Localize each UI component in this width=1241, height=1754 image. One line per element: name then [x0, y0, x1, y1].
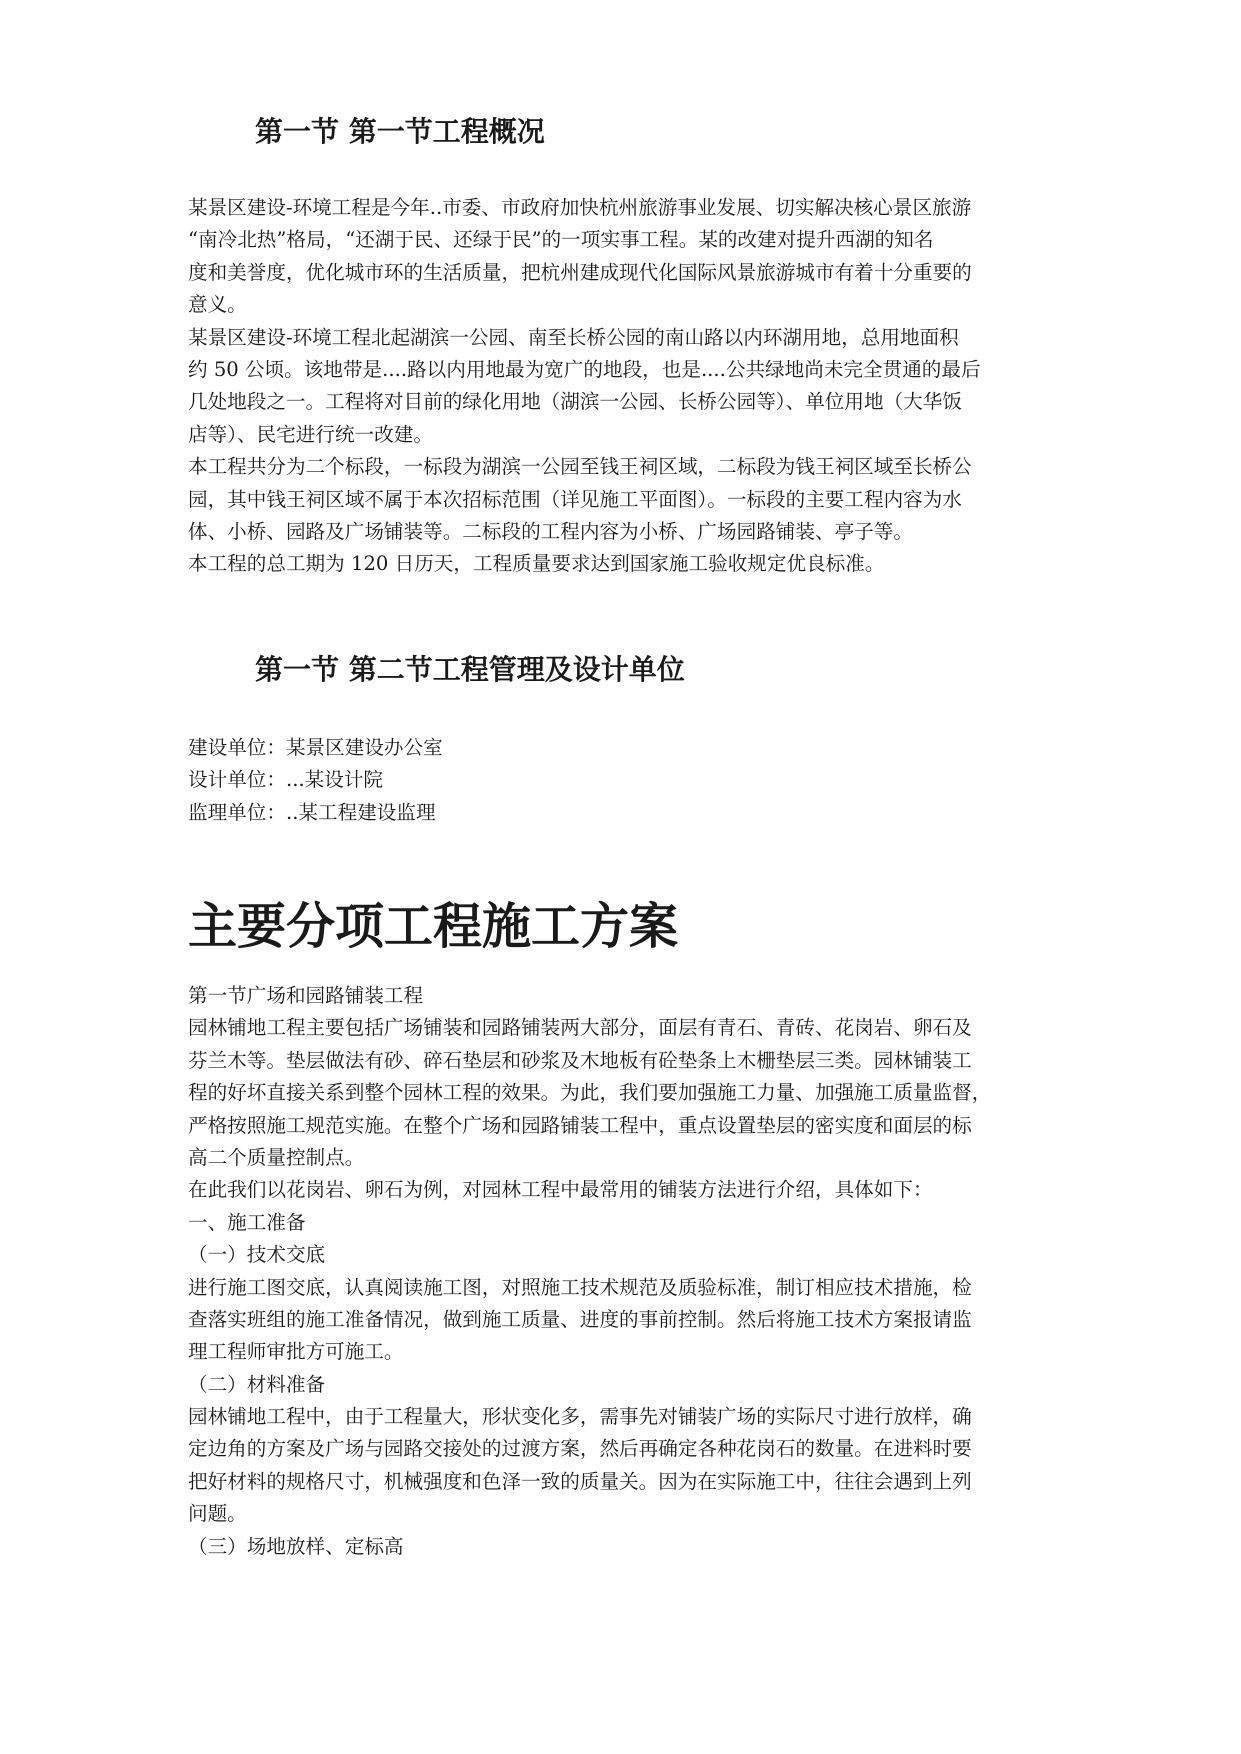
text-line: “南冷北热”格局，“还湖于民、还绿于民”的一项实事工程。某的改建对提升西湖的知名: [188, 228, 934, 252]
text-line: 几处地段之一。工程将对目前的绿化用地（湖滨一公园、长桥公园等）、单位用地（大华饭: [188, 390, 962, 414]
text-line: 本工程共分为二个标段，一标段为湖滨一公园至钱王祠区域，二标段为钱王祠区域至长桥公: [188, 455, 972, 479]
text-line: （一）技术交底: [188, 1243, 326, 1267]
section2-body: [188, 732, 1060, 829]
text-line: 体、小桥、园路及广场铺装等。二标段的工程内容为小桥、广场园路铺装、亭子等。: [188, 519, 913, 543]
text-line: 某景区建设-环境工程是今年..市委、市政府加快杭州旅游事业发展、切实解决核心景区旅游: [188, 196, 972, 219]
text-line: 某景区建设-环境工程北起湖滨一公园、南至长桥公园的南山路以内环湖用地，总用地面积: [188, 325, 959, 349]
text-line: 建设单位：某景区建设办公室: [188, 736, 443, 759]
text-line: 定边角的方案及广场与园路交接处的过渡方案，然后再确定各种花岗石的数量。在进料时要: [188, 1437, 972, 1461]
text-line: 查落实班组的施工准备情况，做到施工质量、进度的事前控制。然后将施工技术方案报请监: [188, 1307, 972, 1331]
text-line: 把好材料的规格尺寸，机械强度和色泽一致的质量关。因为在实际施工中，往往会遇到上列: [188, 1469, 972, 1493]
section1-body: [188, 192, 1060, 581]
chapter-title: 主要分项工程施工方案: [188, 897, 679, 955]
text-line: 在此我们以花岗岩、卵石为例，对园林工程中最常用的铺装方法进行介绍，具体如下：: [188, 1178, 933, 1202]
text-line: 店等）、民宅进行统一改建。: [188, 422, 433, 446]
text-line: 程的好坏直接关系到整个园林工程的效果。为此，我们要加强施工力量、加强施工质量监督，: [188, 1081, 992, 1105]
text-line: 度和美誉度，优化城市环的生活质量，把杭州建成现代化国际风景旅游城市有着十分重要的: [188, 260, 972, 284]
section2-heading: 第一节 第二节工程管理及设计单位: [255, 653, 685, 686]
text-line: 高二个质量控制点。: [188, 1145, 365, 1169]
text-line: 严格按照施工规范实施。在整个广场和园路铺装工程中，重点设置垫层的密实度和面层的标: [188, 1113, 972, 1137]
text-line: 约 50 公顷。该地带是....路以内用地最为宽广的地段，也是....公共绿地尚未完全贯通的最后: [188, 357, 981, 381]
text-line: 园，其中钱王祠区域不属于本次招标范围（详见施工平面图）。一标段的主要工程内容为水: [188, 487, 962, 511]
text-line: 设计单位：...某设计院: [188, 768, 384, 792]
text-line: 进行施工图交底，认真阅读施工图，对照施工技术规范及质验标准，制订相应技术措施，检: [188, 1275, 972, 1299]
text-line: 一、施工准备: [188, 1210, 306, 1234]
text-line: 本工程的总工期为 120 日历天，工程质量要求达到国家施工验收规定优良标准。: [188, 552, 885, 576]
text-line: 监理单位：..某工程建设监理: [188, 800, 436, 824]
text-line: （三）场地放样、定标高: [188, 1534, 404, 1558]
text-line: 园林铺地工程中，由于工程量大，形状变化多，需事先对铺装广场的实际尺寸进行放样，确: [188, 1405, 972, 1429]
text-line: 问题。: [188, 1502, 247, 1526]
text-line: 园林铺地工程主要包括广场铺装和园路铺装两大部分，面层有青石、青砖、花岗岩、卵石及: [188, 1016, 972, 1040]
section1-heading: 第一节 第一节工程概况: [255, 115, 545, 148]
text-line: 意义。: [188, 293, 247, 317]
text-line: （二）材料准备: [188, 1372, 326, 1396]
chapter-body: [188, 980, 1060, 1563]
text-line: 芬兰木等。垫层做法有砂、碎石垫层和砂浆及木地板有砼垫条上木栅垫层三类。园林铺装工: [188, 1048, 972, 1072]
text-line: 理工程师审批方可施工。: [188, 1340, 404, 1364]
text-line: 第一节广场和园路铺装工程: [188, 984, 424, 1007]
